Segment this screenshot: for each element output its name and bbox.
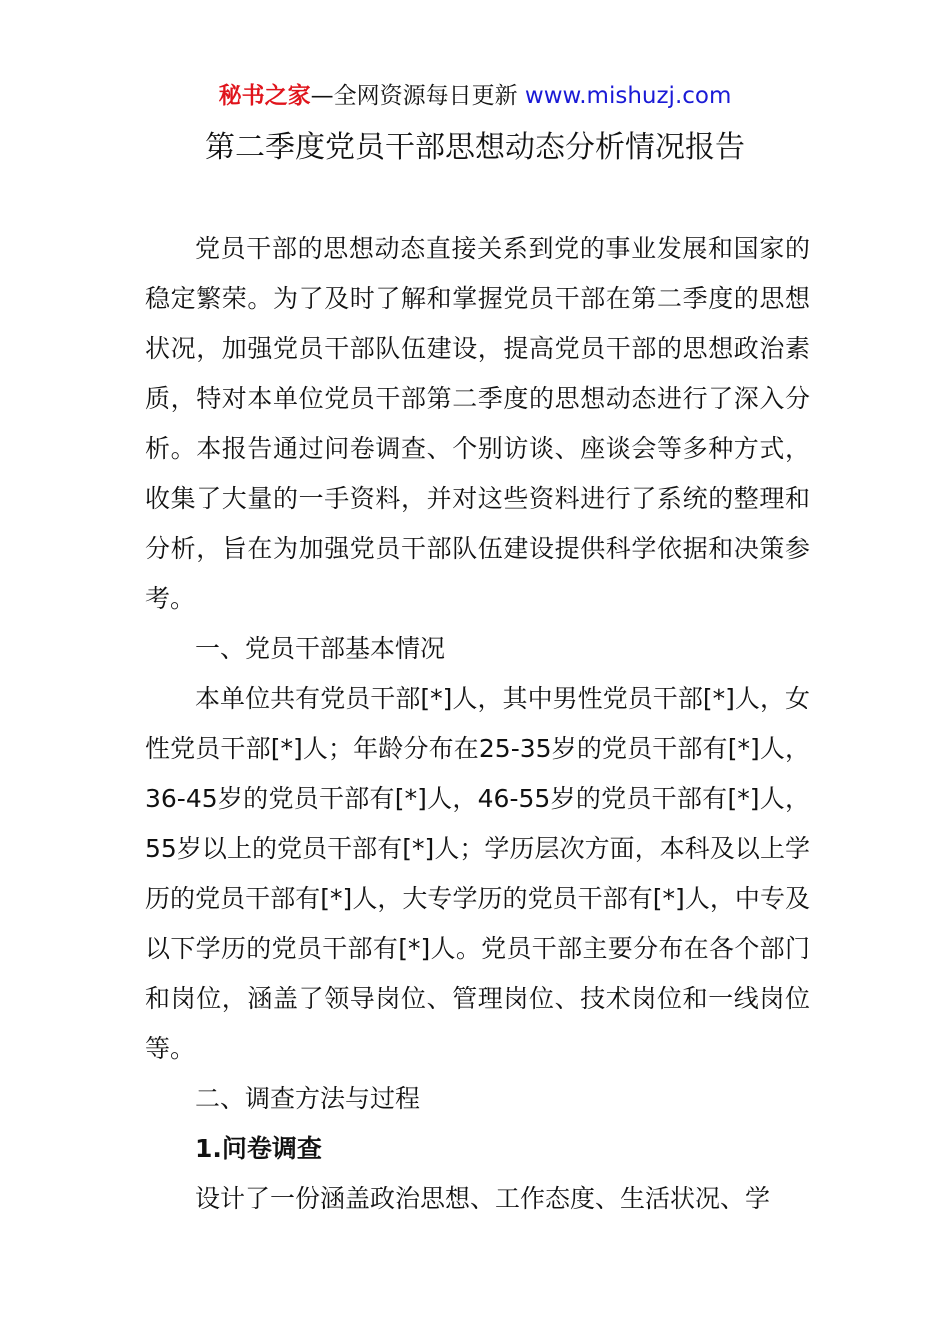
basic-info-paragraph: 本单位共有党员干部[*]人，其中男性党员干部[*]人，女性党员干部[*]人；年龄分布在25-35岁的党员干部有[*]人，36-45岁的党员干部有[*]人，46-55岁的党员干部有[*]人，55岁以上的党员干部有[*]人；学历层次方面，本科及以上学历的党员干部有[*]人，大专学历的党员干部有[*]人，中专及以下学历的党员干部有[*]人。党员干部主要分布在各个部门和岗位，涵盖了领导岗位、管理岗位、技术岗位和一线岗位等。 (145, 684, 810, 1063)
site-header (0, 80, 950, 112)
document-title: 第二季度党员干部思想动态分析情况报告 (205, 130, 745, 165)
questionnaire-paragraph: 设计了一份涵盖政治思想、工作态度、生活状况、学 (195, 1184, 771, 1213)
section-heading-basic-info: 一、党员干部基本情况 (195, 634, 446, 663)
subsection-heading-questionnaire: 1.问卷调查 (195, 1134, 322, 1163)
intro-paragraph: 党员干部的思想动态直接关系到党的事业发展和国家的稳定繁荣。为了及时了解和掌握党员干部在第二季度的思想状况，加强党员干部队伍建设，提高党员干部的思想政治素质，特对本单位党员干部第二季度的思想动态进行了深入分析。本报告通过问卷调查、个别访谈、座谈会等多种方式，收集了大量的一手资料，并对这些资料进行了系统的整理和分析，旨在为加强党员干部队伍建设提供科学依据和决策参考。 (145, 234, 810, 613)
header-tagline: —全网资源每日更新 (310, 83, 525, 109)
brand-name: 秘书之家 (218, 83, 311, 109)
section-heading-survey-method: 二、调查方法与过程 (195, 1084, 421, 1113)
site-url-link[interactable]: www.mishuzj.com (524, 83, 732, 109)
document-body (145, 224, 810, 1224)
